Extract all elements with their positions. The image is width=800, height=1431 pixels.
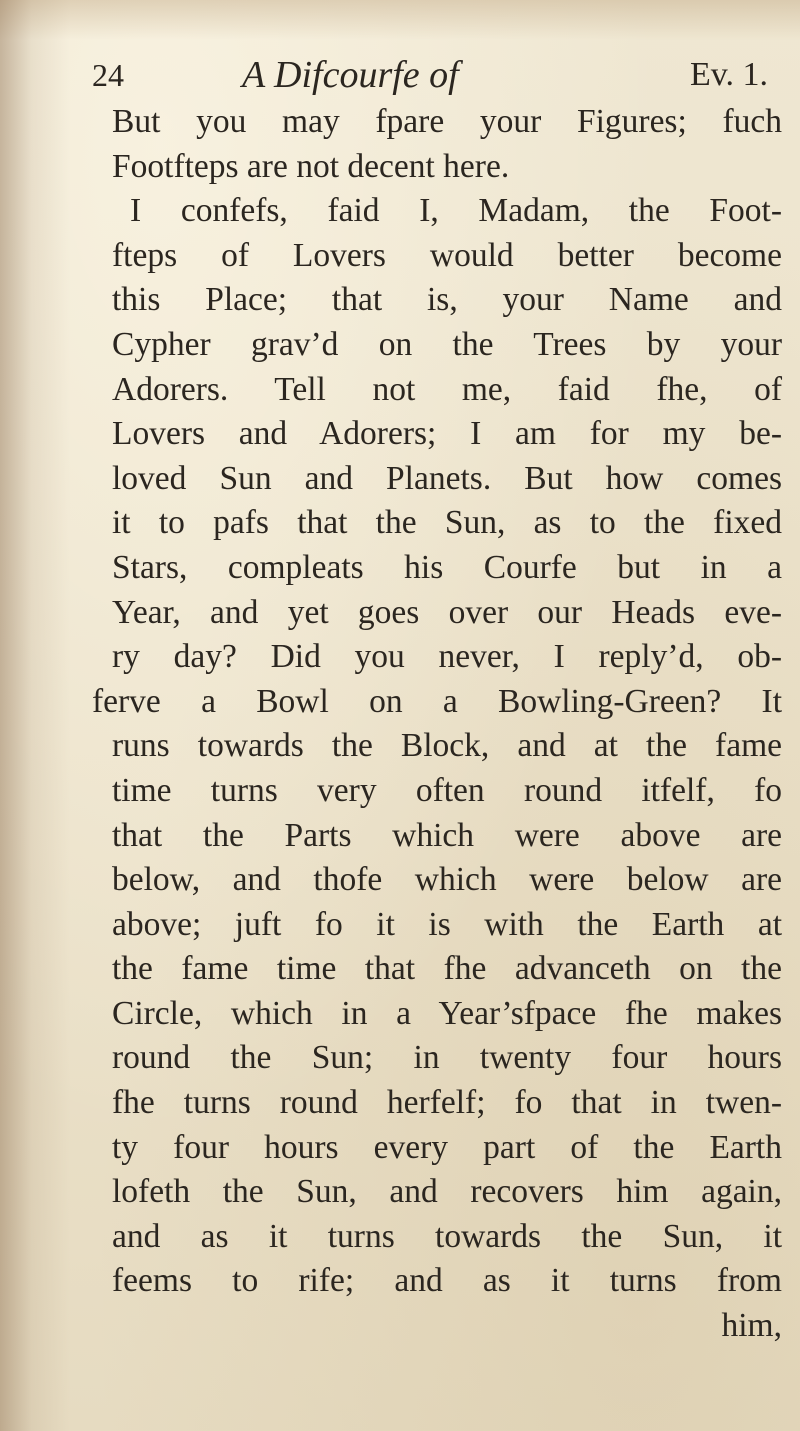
text-line: Lovers and Adorers; I am for my be- bbox=[112, 415, 782, 453]
text-line: But you may fpare your Figures; fuch bbox=[112, 103, 782, 140]
text-line: Footfteps are not decent here. bbox=[112, 147, 510, 185]
text-line: ferve a Bowl on a Bowling-Green? It bbox=[92, 682, 782, 720]
text-line: and as it turns towards the Sun, it bbox=[112, 1217, 782, 1255]
text-line: that the Parts which were above are bbox=[112, 816, 782, 854]
text-line: below, and thofe which were below are bbox=[112, 861, 782, 899]
text-line: lofeth the Sun, and recovers him again, bbox=[112, 1173, 782, 1211]
text-line: Stars, compleats his Courfe but in a bbox=[112, 548, 782, 586]
text-line: time turns very often round itfelf, fo bbox=[112, 771, 782, 809]
text-line: runs towards the Block, and at the fame bbox=[112, 727, 782, 765]
signature-mark: Ev. 1. bbox=[689, 56, 768, 93]
text-line: Adorers. Tell not me, faid fhe, of bbox=[112, 370, 782, 408]
text-line: loved Sun and Planets. But how comes bbox=[112, 459, 782, 497]
text-line: fteps of Lovers would better become bbox=[112, 236, 782, 274]
body-text bbox=[92, 100, 782, 1349]
text-line: it to pafs that the Sun, as to the fixed bbox=[112, 504, 782, 542]
text-line: fhe turns round herfelf; fo that in twen- bbox=[112, 1084, 782, 1122]
text-line: Year, and yet goes over our Heads eve- bbox=[112, 593, 782, 631]
text-line: feems to rife; and as it turns from bbox=[112, 1262, 782, 1300]
text-line: Circle, which in a Year’sfpace fhe makes bbox=[112, 994, 782, 1032]
page-number: 24 bbox=[92, 57, 124, 93]
text-line: ty four hours every part of the Earth bbox=[112, 1128, 782, 1166]
running-title: A Difcourfe of bbox=[242, 54, 459, 96]
text-line: round the Sun; in twenty four hours bbox=[112, 1039, 782, 1077]
text-line: the fame time that fhe advanceth on the bbox=[112, 950, 782, 988]
text-line: I confefs, faid I, Madam, the Foot- bbox=[130, 192, 782, 230]
binding-gutter-shadow bbox=[0, 0, 70, 1431]
text-line: this Place; that is, your Name and bbox=[112, 281, 782, 319]
text-line: Cypher grav’d on the Trees by your bbox=[112, 325, 782, 363]
running-head bbox=[92, 50, 768, 100]
text-line: ry day? Did you never, I reply’d, ob- bbox=[112, 638, 782, 676]
text-line: above; juft fo it is with the Earth at bbox=[112, 905, 782, 943]
catchword-line: him, bbox=[721, 1307, 782, 1345]
page-edge-stain bbox=[0, 0, 800, 40]
